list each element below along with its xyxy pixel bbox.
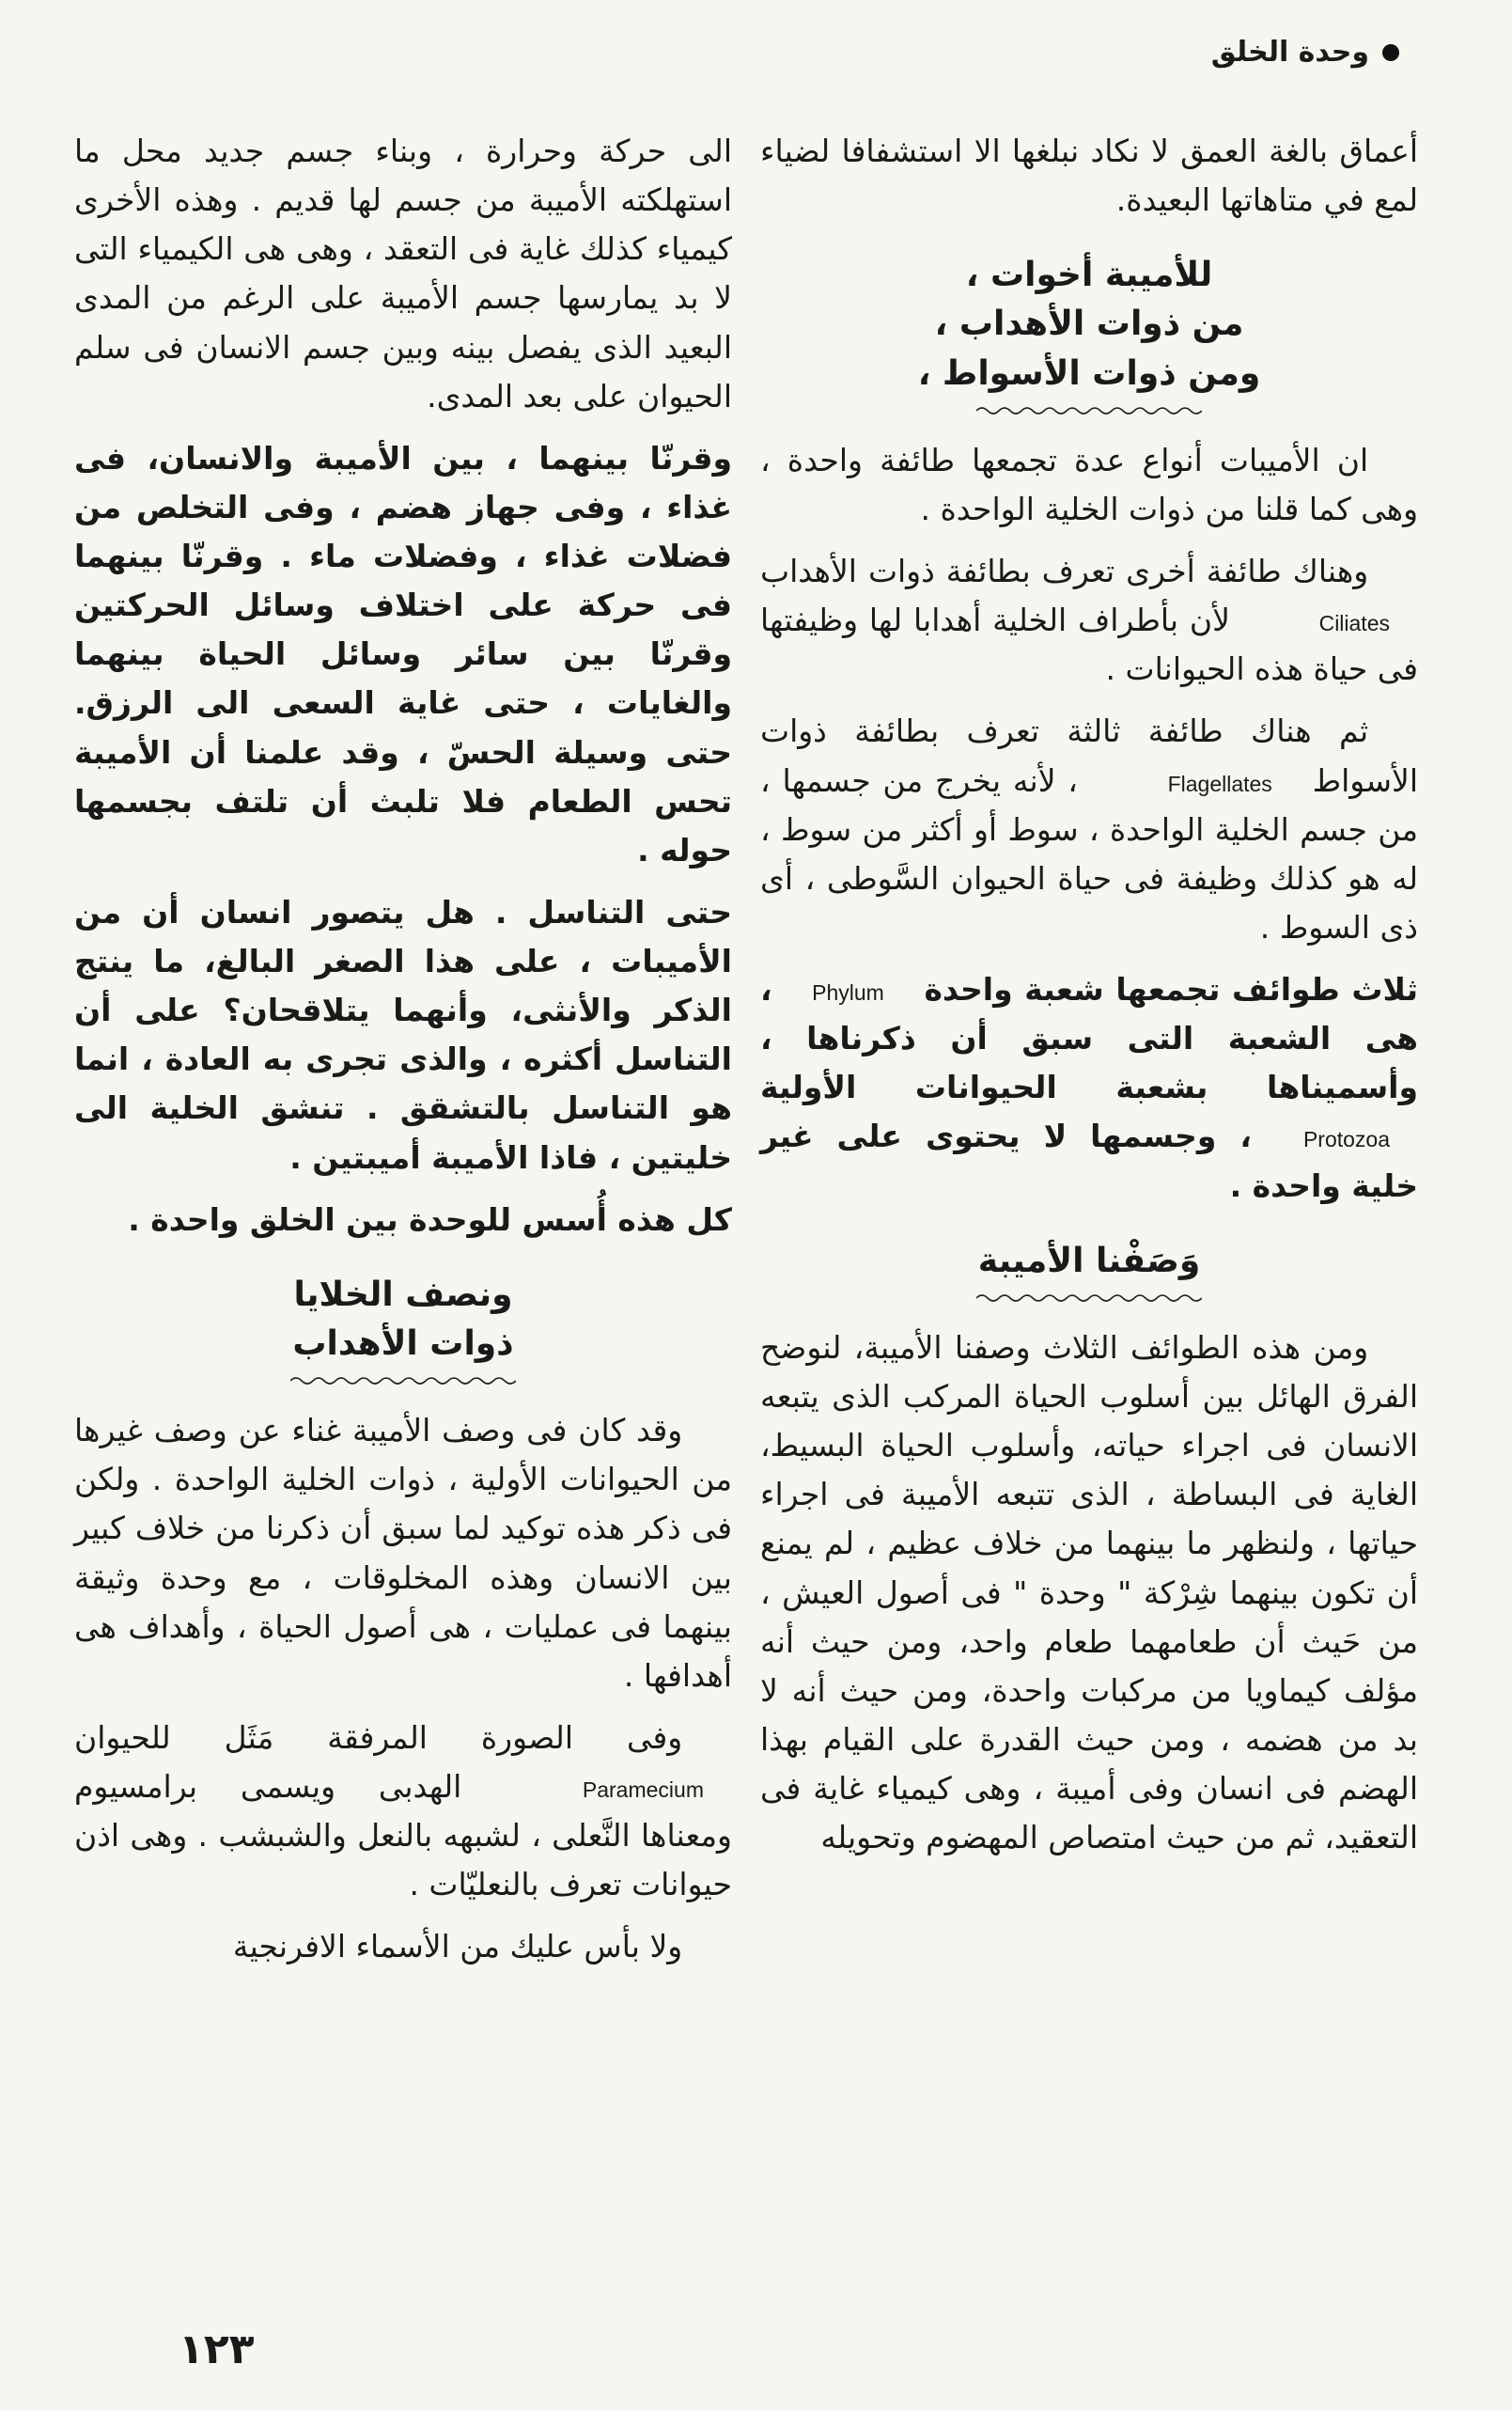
text-run: لأن بأطراف الخلية أهدابا لها وظيفتها فى حياة هذه الحيوانات . <box>760 602 1418 688</box>
page-header <box>1211 36 1399 69</box>
heading-line: للأميبة أخوات ، <box>965 256 1213 295</box>
text-run: ثلاث طوائف تجمعها شعبة واحدة <box>924 971 1418 1009</box>
paragraph <box>760 965 1418 1211</box>
heading-line: ذوات الأهداب <box>292 1323 514 1363</box>
right-column <box>760 127 1418 1875</box>
text-run: وهناك طائفة أخرى تعرف بطائفة ذوات الأهداب <box>760 553 1369 590</box>
running-title: وحدة الخلق <box>1210 36 1369 69</box>
paragraph <box>760 547 1418 694</box>
paragraph: حتى التناسل . هل يتصور انسان أن من الأميبات ، على هذا الصغر البالغ، ما ينتج الذكر والأنثى، وأنهما يتلاقحان؟ على أن التناسل أكثره ، والذى تجرى به العادة ، انما هو التناسل بالتشقق . تنشق الخلية الى خليتين ، فاذا الأميبة أميبتين . <box>74 893 732 1176</box>
heading-line: ومن ذوات الأسواط ، <box>917 353 1261 393</box>
page-number: ١٢٣ <box>179 2325 255 2373</box>
paragraph: وقد كان فى وصف الأميبة غناء عن وصف غيرها من الحيوانات الأولية ، ذوات الخلية الواحدة . ولكن فى ذكر هذه توكيد لما سبق أن ذكرنا من خلاف كبير بين الانسان وهذه المخلوقات ، مع وحدة وثيقة بينهما فى عمليات ، هى أصول الحياة ، وأهداف هى أهدافها . <box>74 1412 732 1694</box>
paragraph: كل هذه أُسس للوحدة بين الخلق واحدة . <box>128 1200 732 1238</box>
latin-term: Protozoa <box>1302 1127 1390 1152</box>
text-run: ، وجسمها لا يحتوى على غير خلية واحدة . <box>760 1118 1418 1204</box>
paragraph <box>760 707 1418 952</box>
latin-term: Paramecium <box>582 1777 704 1802</box>
paragraph: وقرنّا بينهما ، بين الأميبة والانسان، فى غذاء ، وفى جهاز هضم ، وفى التخلص من فضلات غذاء ، وفضلات ماء . وقرنّا بينهما فى حركة على اختلاف وسائل الحركتين وقرنّا بين سائر وسائل الحياة بينهما والغايات ، حتى غاية السعى الى الرزق. حتى وسيلة الحسّ ، وقد علمنا أن الأميبة تحس الطعام فلا تلبث أن تلتف بجسمها حوله . <box>74 439 732 869</box>
heading-line: من ذوات الأهداب ، <box>934 305 1244 344</box>
paragraph: ومن هذه الطوائف الثلاث وصفنا الأميبة، لنوضح الفرق الهائل بين أسلوب الحياة المركب الذى يتبعه الانسان فى اجراء حياته، وأسلوب الحياة البسيط، الغاية فى البساطة ، الذى تتبعه الأميبة فى اجراء حياتها ، ولنظهر ما بينهما من خلاف عظيم ، لم يمنع أن تكون بينهما شِرْكة " وحدة " فى أصول العيش ، من حَيث أن طعامهما طعام واحد، ومن حيث أنه مؤلف كيماويا من مركبات واحدة، ومن حيث أنه لا بد من هضمه ، ومن حيث القدرة على القيام بهذا الهضم فى انسان وفى أميبة ، وهى كيمياء غاية فى التعقيد، ثم من حيث امتصاص المهضوم وتحويله <box>760 1328 1418 1856</box>
paragraph: أعماق بالغة العمق لا نكاد نبلغها الا استشفافا لضياء لمع في متاهاتها البعيدة. <box>760 133 1418 219</box>
text-run: ، هى الشعبة التى سبق أن ذكرناها ، وأسميناها بشعبة الحيوانات الأولية <box>760 971 1418 1106</box>
latin-term: Flagellates <box>1167 771 1272 796</box>
text-run: ، لأنه يخرج من جسمها ، من جسم الخلية الواحدة ، سوط أو أكثر من سوط ، له هو كذلك وظيفة فى حياة الحيوان السَّوطى ، أى ذى السوط . <box>760 761 1418 946</box>
wavy-underline-icon <box>290 1374 516 1387</box>
section-heading-sisters <box>760 251 1418 399</box>
wavy-underline-icon <box>976 404 1202 417</box>
section-heading-we-described: وَصَفْنا الأميبة <box>977 1241 1201 1280</box>
paragraph: ولا بأس عليك من الأسماء الافرنجية <box>232 1928 683 1965</box>
wavy-underline-icon <box>976 1292 1202 1305</box>
text-run: ثم هناك طائفة ثالثة تعرف بطائفة ذوات الأسواط <box>760 712 1418 799</box>
paragraph <box>74 1714 732 1910</box>
left-column <box>74 127 732 1985</box>
text-run: الهدبى ويسمى برامسيوم ومعناها النَّعلى ، لشبهه بالنعل والشبشب . وهى اذن حيوانات تعرف بالنعليّات . <box>74 1768 732 1903</box>
heading-line: ونصف الخلايا <box>293 1275 513 1314</box>
latin-term: Ciliates <box>1318 611 1390 636</box>
section-heading-ciliates <box>74 1271 732 1369</box>
paragraph: ان الأميبات أنواع عدة تجمعها طائفة واحدة ، وهى كما قلنا من ذوات الخلية الواحدة . <box>760 441 1418 527</box>
text-run: وفى الصورة المرفقة مَثَل للحيوان <box>74 1718 683 1756</box>
paragraph: الى حركة وحرارة ، وبناء جسم جديد محل ما استهلكته الأميبة من جسم لها قديم . وهذه الأخرى كيمياء كذلك غاية فى التعقد ، وهى هى الكيمياء التى لا بد يمارسها جسم الأميبة على الرغم من المدى البعيد الذى يفصل بينه وبين جسم الانسان فى سلم الحيوان على بعد المدى. <box>74 133 732 415</box>
bullet-dot-icon <box>1382 44 1399 61</box>
latin-term: Phylum <box>812 980 884 1006</box>
